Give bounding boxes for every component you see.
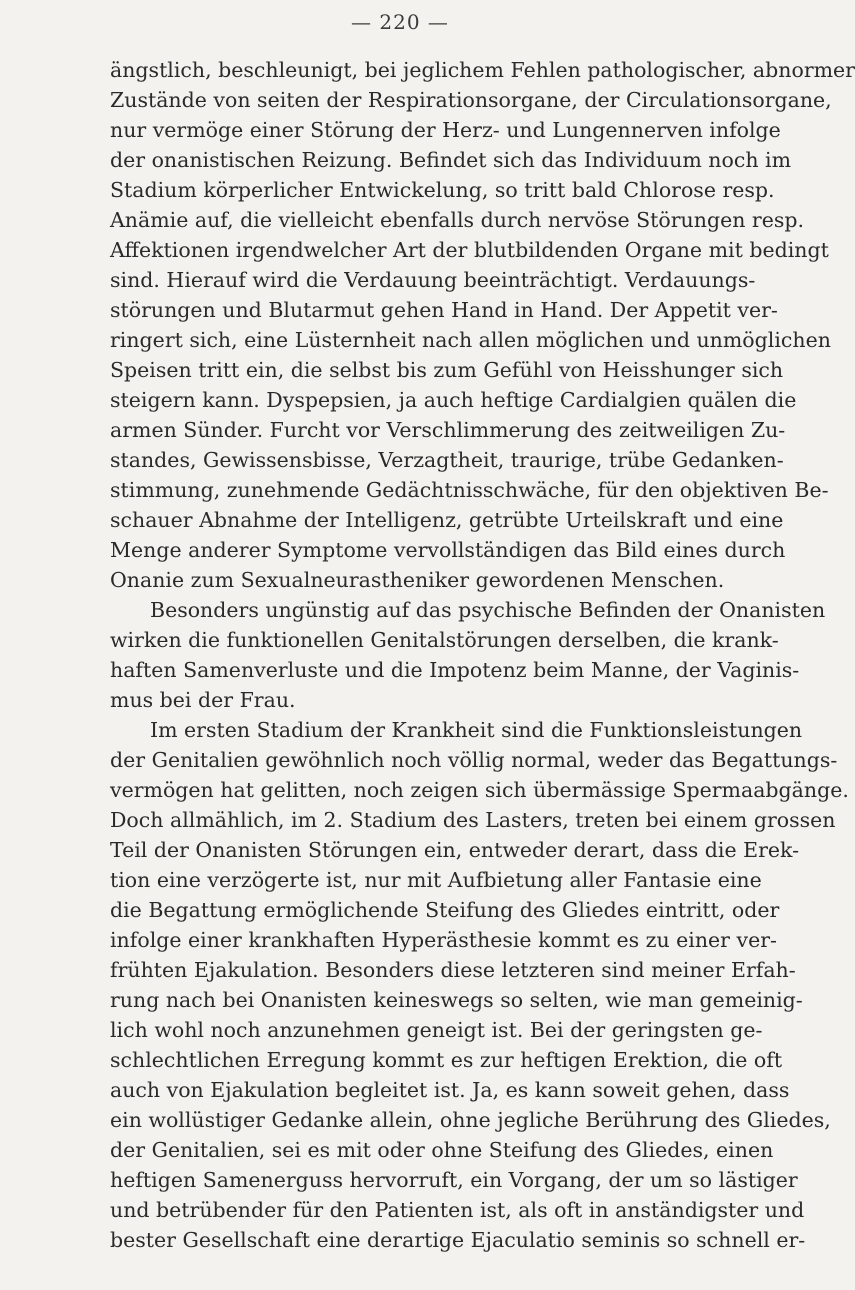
text-line: Menge anderer Symptome vervollständigen das Bild eines durch: [110, 538, 786, 562]
text-line: rung nach bei Onanisten keineswegs so selten, wie man gemeinig-: [110, 988, 803, 1012]
text-line: steigern kann. Dyspepsien, ja auch heftige Cardialgien quälen die: [110, 388, 797, 412]
text-line: der onanistischen Reizung. Befindet sich das Individuum noch im: [110, 148, 792, 172]
text-line: ringert sich, eine Lüsternheit nach allen möglichen und unmöglichen: [110, 328, 831, 352]
body-text: [110, 55, 855, 1255]
text-line: standes, Gewissensbisse, Verzagtheit, traurige, trübe Gedanken-: [110, 448, 784, 472]
text-line: der Genitalien, sei es mit oder ohne Steifung des Gliedes, einen: [110, 1138, 774, 1162]
text-line: ängstlich, beschleunigt, bei jeglichem Fehlen pathologischer, abnormer: [110, 58, 855, 82]
text-line: haften Samenverluste und die Impotenz beim Manne, der Vaginis-: [110, 658, 800, 682]
text-line: der Genitalien gewöhnlich noch völlig normal, weder das Begattungs-: [110, 748, 838, 772]
text-line: frühten Ejakulation. Besonders diese letzteren sind meiner Erfah-: [110, 958, 796, 982]
text-line: lich wohl noch anzunehmen geneigt ist. Bei der geringsten ge-: [110, 1018, 763, 1042]
text-line: stimmung, zunehmende Gedächtnisschwäche, für den objektiven Be-: [110, 478, 829, 502]
text-line: bester Gesellschaft eine derartige Ejaculatio seminis so schnell er-: [110, 1228, 806, 1252]
text-line: infolge einer krankhaften Hyperästhesie kommt es zu einer ver-: [110, 928, 777, 952]
text-line: Speisen tritt ein, die selbst bis zum Gefühl von Heisshunger sich: [110, 358, 784, 382]
text-line: Doch allmählich, im 2. Stadium des Lasters, treten bei einem grossen: [110, 808, 836, 832]
text-line: schlechtlichen Erregung kommt es zur heftigen Erektion, die oft: [110, 1048, 783, 1072]
text-line: nur vermöge einer Störung der Herz- und Lungennerven infolge: [110, 118, 781, 142]
text-line: Zustände von seiten der Respirationsorgane, der Circulationsorgane,: [110, 88, 832, 112]
text-line: Anämie auf, die vielleicht ebenfalls durch nervöse Störungen resp.: [110, 208, 805, 232]
paragraph-end-line: mus bei der Frau.: [110, 688, 296, 712]
text-line: die Begattung ermöglichende Steifung des Gliedes eintritt, oder: [110, 898, 780, 922]
text-line: armen Sünder. Furcht vor Verschlimmerung des zeitweiligen Zu-: [110, 418, 786, 442]
paragraph-end-line: Onanie zum Sexualneurastheniker gewordenen Menschen.: [110, 568, 725, 592]
text-line: Stadium körperlicher Entwickelung, so tritt bald Chlorose resp.: [110, 178, 775, 202]
paragraph-start-line: Besonders ungünstig auf das psychische Befinden der Onanisten: [150, 598, 826, 622]
text-line: tion eine verzögerte ist, nur mit Aufbietung aller Fantasie eine: [110, 868, 762, 892]
paragraph-start-line: Im ersten Stadium der Krankheit sind die Funktionsleistungen: [150, 718, 803, 742]
text-line: ein wollüstiger Gedanke allein, ohne jegliche Berührung des Gliedes,: [110, 1108, 831, 1132]
text-line: vermögen hat gelitten, noch zeigen sich übermässige Spermaabgänge.: [110, 778, 849, 802]
text-line: sind. Hierauf wird die Verdauung beeinträchtigt. Verdauungs-: [110, 268, 756, 292]
text-line: Affektionen irgendwelcher Art der blutbildenden Organe mit bedingt: [110, 238, 829, 262]
text-line: Teil der Onanisten Störungen ein, entweder derart, dass die Erek-: [110, 838, 800, 862]
page-number: — 220 —: [351, 10, 449, 34]
text-line: auch von Ejakulation begleitet ist. Ja, es kann soweit gehen, dass: [110, 1078, 790, 1102]
text-line: und betrübender für den Patienten ist, als oft in anständigster und: [110, 1198, 805, 1222]
text-line: wirken die funktionellen Genitalstörungen derselben, die krank-: [110, 628, 779, 652]
text-line: störungen und Blutarmut gehen Hand in Hand. Der Appetit ver-: [110, 298, 778, 322]
text-line: schauer Abnahme der Intelligenz, getrübte Urteilskraft und eine: [110, 508, 784, 532]
text-line: heftigen Samenerguss hervorruft, ein Vorgang, der um so lästiger: [110, 1168, 798, 1192]
